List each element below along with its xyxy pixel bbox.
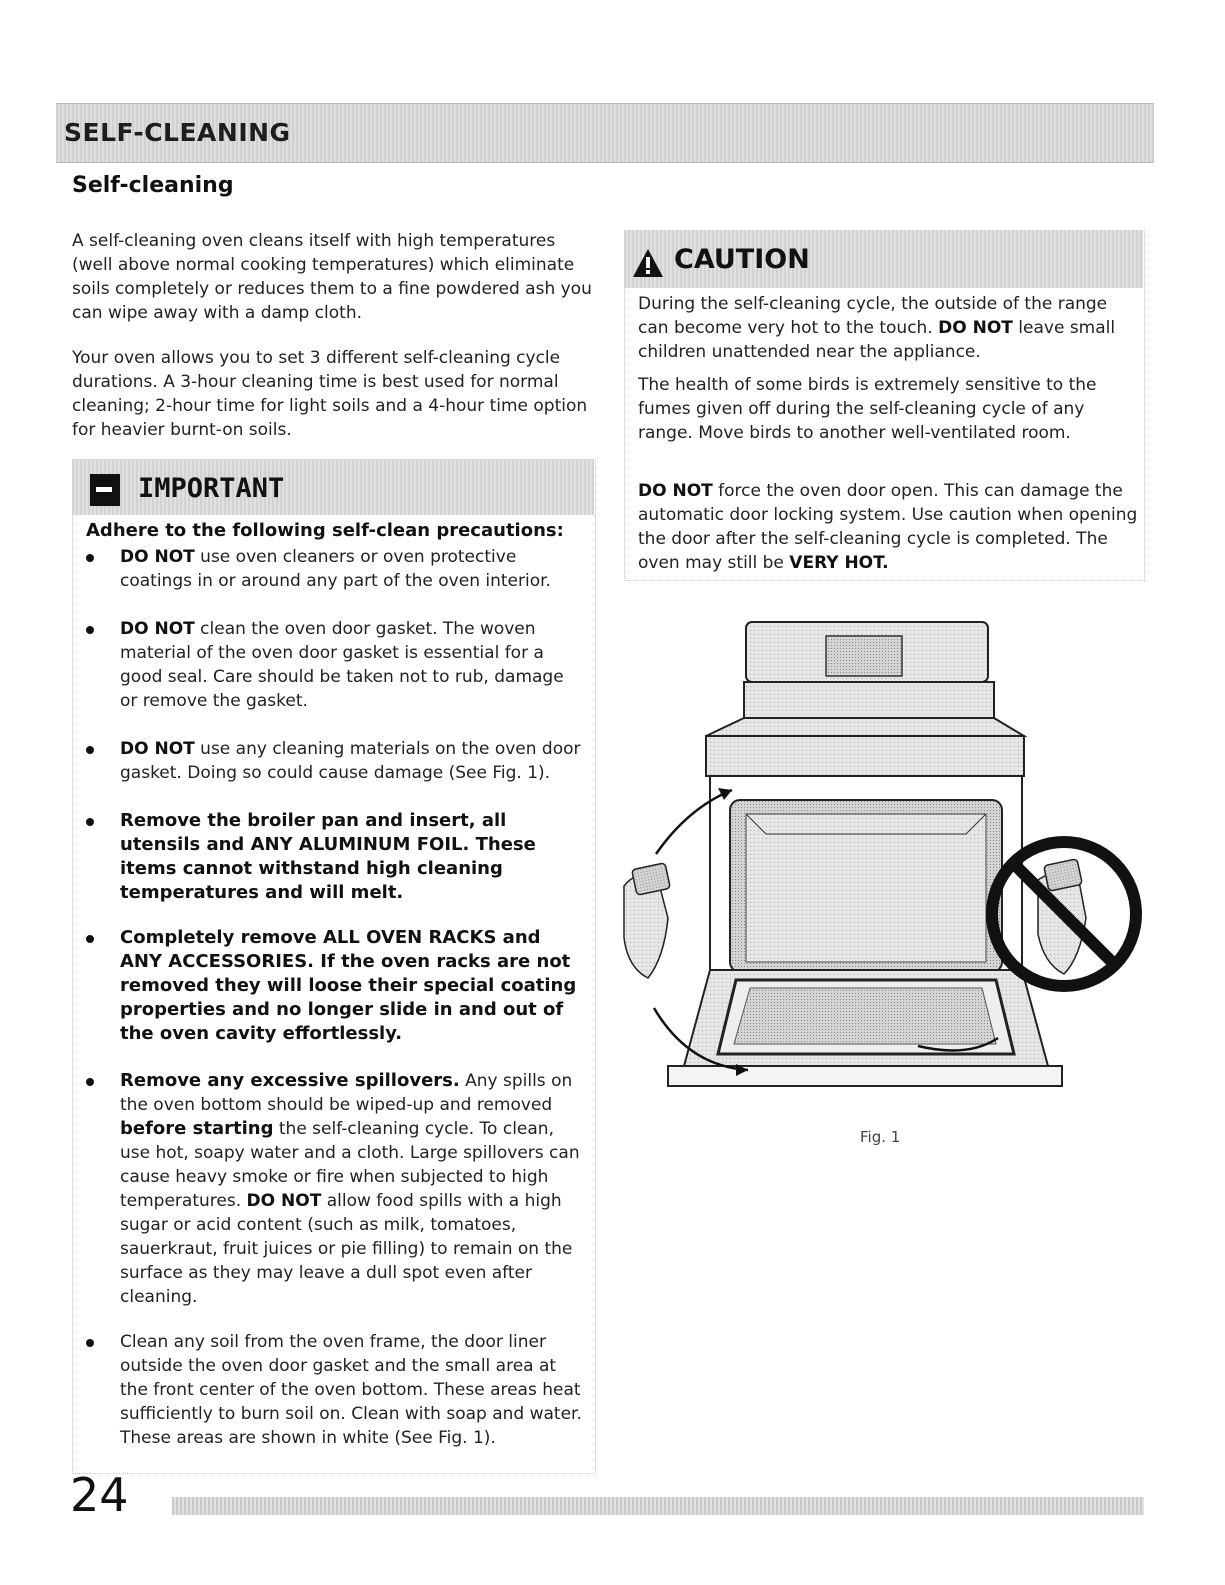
list-item-text: Any spills on the oven bottom should be wiped-up and removed [120,1071,573,1115]
banner-title: SELF-CLEANING [64,118,291,147]
list-item [86,617,586,713]
list-item-text: Clean any soil from the oven frame, the door liner outside the oven door gasket and the small area at the front center of the oven bottom. These areas heat sufficiently to burn soil on. Clean with soap and water. These areas are shown in white (See Fig. 1). [120,1332,582,1448]
important-header [72,459,594,515]
section-title: Self-cleaning [72,173,234,198]
caution-strong: VERY HOT. [789,553,889,573]
warning-triangle-icon [632,248,664,278]
list-item [86,737,586,785]
list-item [86,1069,586,1309]
caution-paragraph-2: The health of some birds is extremely sensitive to the fumes given off during the self-cleaning cycle of any range. Move birds to another well-ventilated room. [638,375,1097,443]
list-item-strong: before starting [120,1118,274,1139]
list-item-text: use any cleaning materials on the oven door gasket. Doing so could cause damage (See Fig. 1). [120,739,581,783]
bullet-icon [86,935,94,943]
bullet-icon [86,818,94,826]
bullet-icon [86,554,94,562]
list-item [86,926,586,1046]
list-item-text: Completely remove ALL OVEN RACKS and ANY ACCESSORIES. If the oven racks are not removed they will loose their special coating properties and no longer slide in and out of the oven cavity effortlessly. [120,927,577,1044]
list-item-text: Remove the broiler pan and insert, all utensils and ANY ALUMINUM FOIL. These items cannot withstand high cleaning temperatures and will melt. [120,810,536,903]
list-item-text: allow food spills with a high sugar or acid content (such as milk, tomatoes, sauerkraut, fruit juices or pie filling) to remain on the surface as they may leave a dull spot even after cleaning. [120,1191,573,1307]
intro-paragraph-2: Your oven allows you to set 3 different self-cleaning cycle durations. A 3-hour cleaning time is best used for normal cleaning; 2-hour time for light soils and a 4-hour time option for heavier burnt-on soils. [72,348,588,440]
intro-paragraph-1: A self-cleaning oven cleans itself with high temperatures (well above normal cooking temperatures) which eliminate soils completely or reduces them to a fine powdered ash you can wipe away with a damp cloth. [72,231,592,323]
figure-caption: Fig. 1 [860,1128,901,1146]
list-item-text: the self-cleaning cycle. To clean, use hot, soapy water and a cloth. Large spillovers can cause heavy smoke or fire when subjected to high temperatures. [120,1119,580,1211]
list-item-strong: DO NOT [120,739,195,759]
footer-bar [172,1497,1144,1515]
list-item-text: use oven cleaners or oven protective coatings in or around any part of the oven interior. [120,547,551,591]
bullet-icon [86,626,94,634]
list-item-strong: DO NOT [120,547,195,567]
caution-strong: DO NOT [938,318,1013,338]
list-item [86,545,586,593]
caution-text: force the oven door open. This can damage the automatic door locking system. Use caution when opening the door after the self-cleaning cycle is completed. The oven may still be [638,481,1138,573]
caution-strong: DO NOT [638,481,713,501]
important-arrow-icon [90,474,120,506]
list-item [86,809,586,905]
caution-text: During the self-cleaning cycle, the outside of the range can become very hot to the touch. [638,294,1108,338]
bullet-icon [86,1078,94,1086]
oven-illustration [618,618,1148,1118]
caution-paragraph-3 [638,479,1138,575]
caution-header [624,230,1143,288]
bullet-icon [86,746,94,754]
important-heading: Adhere to the following self-clean precautions: [86,520,564,541]
list-item-strong: DO NOT [246,1191,322,1211]
list-item-strong: DO NOT [120,619,195,639]
list-item-text: clean the oven door gasket. The woven material of the oven door gasket is essential for a good seal. Care should be taken not to rub, damage or remove the gasket. [120,619,564,711]
page-number: 24 [70,1468,129,1522]
bullet-icon [86,1339,94,1347]
list-item-strong: Remove any excessive spillovers. [120,1070,460,1091]
caution-text: leave small children unattended near the appliance. [638,318,1116,362]
list-item [86,1330,586,1450]
caution-label: CAUTION [674,244,810,275]
caution-paragraph-1 [638,292,1138,364]
section-banner [56,103,1154,163]
important-label: IMPORTANT [138,473,285,504]
